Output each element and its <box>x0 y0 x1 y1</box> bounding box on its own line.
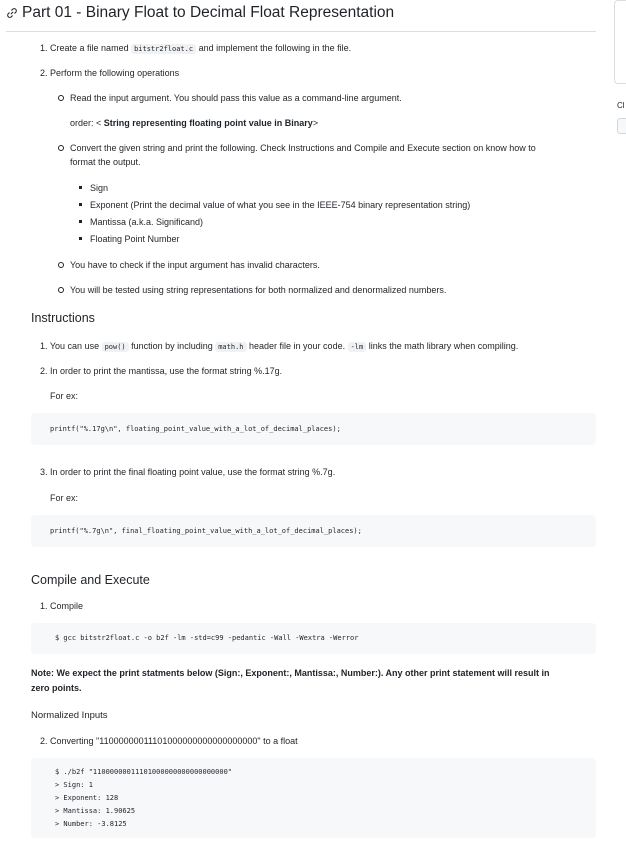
op-convert-line2: format the output. <box>70 157 141 167</box>
step-text: Perform the following operations <box>50 68 180 78</box>
output-line: $ ./b2f "11000000011101000000000000000000" <box>55 768 233 776</box>
step-1 <box>40 42 351 55</box>
step-text: header file in your code. <box>246 341 348 351</box>
output-line: > Exponent: 128 <box>55 794 119 802</box>
op-check: You have to check if the input argument has invalid characters. <box>70 260 320 270</box>
bullet-circle <box>58 145 64 151</box>
order-strong: String representing floating point value in Binary <box>103 118 313 128</box>
op-convert-line1: Convert the given string and print the following. Check Instructions and Compile and Execute section on know how to <box>70 143 536 153</box>
sidebar-label: Cl <box>617 101 625 110</box>
bullet-circle <box>58 95 64 101</box>
step-text: Converting "11000000011101000000000000000000" to a float <box>50 736 298 746</box>
instruction-1 <box>40 340 518 353</box>
op-tested: You will be tested using string representations for both normalized and denormalized numbers. <box>70 285 447 295</box>
instruction-2 <box>40 365 282 377</box>
code-block-mantissa <box>31 413 596 445</box>
bullet-square <box>79 220 82 223</box>
page-title-text: Part 01 - Binary Float to Decimal Float Representation <box>22 4 395 21</box>
filename-code: bitstr2float.c <box>131 44 196 54</box>
sub-item-mantissa: Mantissa (a.k.a. Significand) <box>90 217 204 227</box>
step-text: links the math library when compiling. <box>366 341 519 351</box>
bullet-square <box>79 237 82 240</box>
step-number: 2. <box>40 736 48 746</box>
order-suffix: > <box>312 118 319 128</box>
code-line: printf("%.17g\n", floating_point_value_with_a_lot_of_decimal_places); <box>50 425 341 433</box>
compile-step-2 <box>40 735 298 747</box>
note-line-1: Note: We expect the print statments below (Sign:, Exponent:, Mantissa:, Number:). Any other print statement will result in <box>31 668 550 678</box>
step-number: 2. <box>40 68 48 78</box>
op-read: Read the input argument. You should pass this value as a command-line argument. <box>70 93 402 103</box>
page-title <box>6 4 394 22</box>
instruction-3 <box>40 466 335 478</box>
title-divider <box>6 31 596 32</box>
step-text: In order to print the mantissa, use the format string %.17g. <box>50 366 283 376</box>
sub-item-number: Floating Point Number <box>90 234 180 244</box>
link-icon[interactable] <box>6 7 18 19</box>
code-line: printf("%.7g\n", final_floating_point_value_with_a_lot_of_decimal_places); <box>50 527 362 535</box>
compile-step-1 <box>40 600 83 612</box>
sidebar-button[interactable] <box>617 118 626 134</box>
step-number: 1. <box>40 43 48 53</box>
code-line: $ gcc bitstr2float.c -o b2f -lm -std=c99 -pedantic -Wall -Wextra -Werror <box>55 634 359 642</box>
pow-code: pow() <box>102 342 129 352</box>
bullet-square <box>79 203 82 206</box>
step-text: You can use <box>49 341 102 351</box>
order-prefix: order: < <box>70 118 104 128</box>
step-number: 1. <box>40 341 48 351</box>
output-line: > Mantissa: 1.90625 <box>55 807 136 815</box>
op-order <box>70 117 318 129</box>
for-example-label: For ex: <box>50 493 79 503</box>
lm-code: -lm <box>348 342 367 352</box>
step-text: function by including <box>128 341 216 351</box>
bullet-square <box>79 186 82 189</box>
sidebar-panel <box>614 0 626 84</box>
sub-item-sign: Sign <box>90 183 109 193</box>
bullet-circle <box>58 287 64 293</box>
output-line: > Number: -3.8125 <box>55 820 127 828</box>
code-block-number <box>31 515 596 547</box>
output-line: > Sign: 1 <box>55 781 93 789</box>
step-text: In order to print the final floating point value, use the format string %.7g. <box>50 467 336 477</box>
normalized-inputs-heading: Normalized Inputs <box>31 710 108 721</box>
note-line-2: zero points. <box>31 683 82 693</box>
code-block-compile <box>31 623 596 654</box>
compile-heading: Compile and Execute <box>31 573 150 587</box>
math-h-code: math.h <box>215 342 246 352</box>
step-number: 3. <box>40 467 48 477</box>
step-text: and implement the following in the file. <box>196 43 352 53</box>
step-text: Compile <box>50 601 84 611</box>
step-number: 1. <box>40 601 48 611</box>
step-text: Create a file named <box>50 43 132 53</box>
bullet-circle <box>58 262 64 268</box>
step-number: 2. <box>40 366 48 376</box>
instructions-heading: Instructions <box>31 311 95 325</box>
for-example-label: For ex: <box>50 391 79 401</box>
code-block-output <box>31 758 596 838</box>
sub-item-exponent: Exponent (Print the decimal value of what you see in the IEEE-754 binary representation string) <box>90 200 471 210</box>
step-2 <box>40 67 179 79</box>
